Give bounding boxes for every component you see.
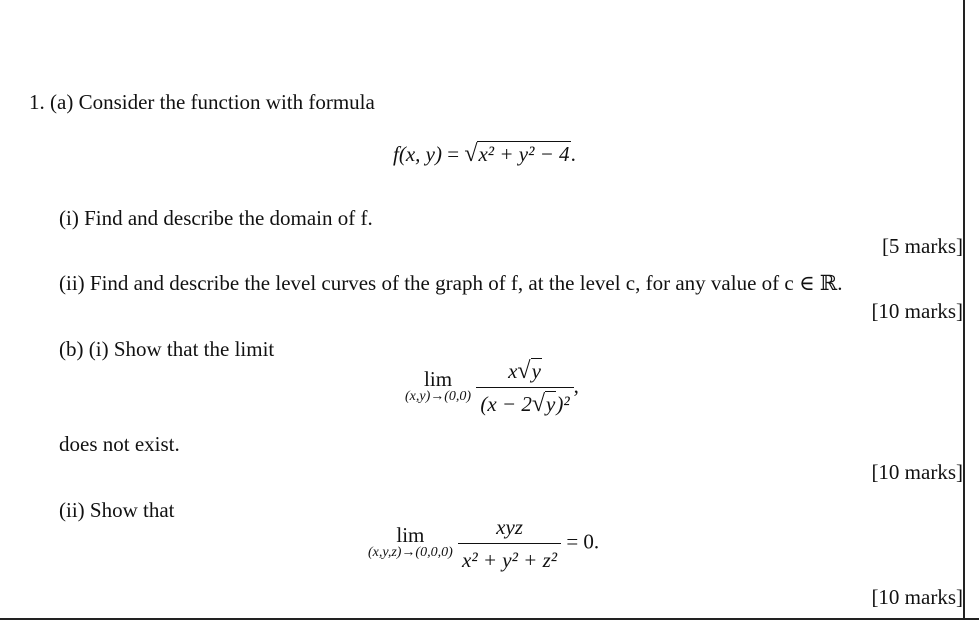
page-right-border bbox=[963, 0, 965, 620]
part-a-label: (a) bbox=[50, 90, 74, 114]
denominator-radicand: y bbox=[546, 392, 556, 416]
part-a-ii-marks: [10 marks] bbox=[871, 299, 963, 323]
numerator-radicand: y bbox=[531, 359, 541, 383]
formula-sqrt: √x² + y² − 4 bbox=[464, 141, 570, 167]
formula-lhs: f(x, y) bbox=[393, 142, 442, 166]
lim-word-2: lim bbox=[396, 522, 425, 547]
part-b-i-text: Show that the limit bbox=[113, 337, 275, 361]
limit-expression-b-i bbox=[405, 358, 579, 417]
part-a-ii-label: (ii) bbox=[59, 271, 85, 295]
formula-radicand: x² + y² − 4 bbox=[478, 142, 570, 166]
part-b-i-label: (i) bbox=[88, 337, 109, 361]
limit-operator bbox=[405, 366, 472, 406]
part-a-ii-text: Find and describe the level curves of the graph of f, at the level c, for any value of c ∈ ℝ. bbox=[89, 271, 843, 295]
lim-subscript-2: (x,y,z)→(0,0,0) bbox=[368, 544, 453, 560]
limit-result: = 0. bbox=[566, 529, 600, 554]
lim-word: lim bbox=[424, 366, 453, 391]
formula-equals: = bbox=[447, 142, 460, 166]
part-a-i-marks: [5 marks] bbox=[881, 234, 963, 258]
fraction-denominator-2: x² + y² + z² bbox=[462, 548, 558, 572]
fraction-numerator bbox=[476, 358, 573, 388]
part-a-intro: Consider the function with formula bbox=[78, 90, 375, 114]
part-b-ii-label: (ii) bbox=[59, 498, 85, 522]
part-a-i bbox=[59, 205, 373, 231]
numerator-sqrt: √y bbox=[517, 358, 541, 384]
limit-trailing-comma: , bbox=[573, 373, 579, 398]
denominator-open: (x − 2 bbox=[480, 392, 532, 416]
part-a-i-text: Find and describe the domain of f. bbox=[84, 206, 373, 230]
part-a-ii bbox=[59, 270, 842, 296]
part-b-ii bbox=[59, 497, 175, 523]
numerator-x: x bbox=[508, 359, 518, 383]
limit-fraction bbox=[476, 358, 573, 417]
limit-expression-b-ii bbox=[368, 514, 599, 573]
limit-fraction-2 bbox=[458, 514, 561, 573]
part-b-label: (b) bbox=[59, 337, 84, 361]
function-formula bbox=[393, 141, 576, 167]
fraction-denominator bbox=[476, 388, 573, 417]
part-b-ii-text: Show that bbox=[89, 498, 175, 522]
fraction-numerator-2: xyz bbox=[458, 514, 561, 544]
part-a-i-label: (i) bbox=[59, 206, 79, 230]
part-b-i-after-text: does not exist. bbox=[59, 432, 180, 456]
part-b-ii-marks: [10 marks] bbox=[871, 585, 963, 609]
question-1-header bbox=[29, 89, 375, 115]
limit-operator-2 bbox=[368, 522, 453, 562]
part-b-i-marks: [10 marks] bbox=[871, 460, 963, 484]
question-number: 1. bbox=[29, 90, 45, 114]
part-b-i bbox=[59, 336, 274, 362]
denominator-sqrt: √y bbox=[531, 391, 556, 417]
lim-subscript: (x,y)→(0,0) bbox=[405, 388, 472, 404]
formula-period: . bbox=[570, 142, 576, 166]
denominator-close: )² bbox=[556, 392, 570, 416]
